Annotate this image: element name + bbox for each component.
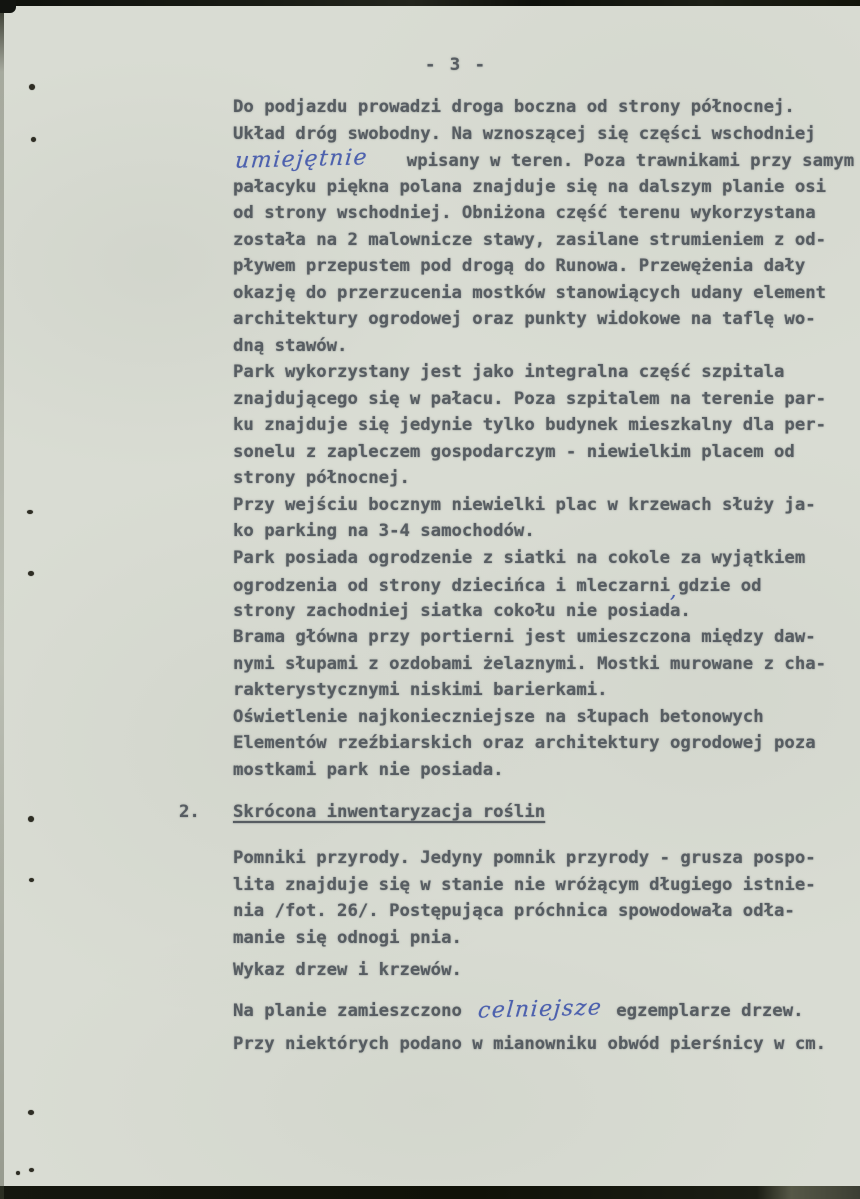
typed-text: Na planie zamieszczono [233,1001,462,1021]
scan-speck [28,1110,34,1115]
scan-edge-top [0,0,860,6]
text-line [233,492,854,519]
scan-speck [29,84,35,90]
typed-text: Przy niektórych podano w mianowniku obwód pierśnicy w cm. [233,1034,827,1054]
text-line [233,359,854,386]
typed-text: architektury ogrodowej oraz punkty widokowe na taflę wo- [233,309,816,329]
text-line [233,386,854,413]
text-line [233,730,854,757]
typed-text: ogrodzenia od strony dziecińca i mleczarni [233,576,670,596]
typed-text: Przy wejściu bocznym niewielki plac w krzewach służy ja- [233,494,816,515]
paragraph-tree-list-title [233,957,462,984]
text-line [233,147,854,174]
typed-text: nia /fot. 26/. Postępująca próchnica spowodowała odła- [233,901,795,921]
typed-text: Park wykorzystany jest jako integralna część szpitala [233,362,785,382]
text-line [233,333,854,360]
scan-speck [29,878,34,882]
section-heading: Skrócona inwentaryzacja roślin [233,802,546,822]
typed-text: znajdującego się w pałacu. Poza szpitalem na terenie par- [233,388,827,409]
scan-speck [27,510,33,514]
text-line [233,598,854,625]
text-line [233,624,854,651]
text-line [233,1027,826,1061]
typed-text: egzemplarze drzew. [616,1001,804,1021]
typed-text: mostkami park nie posiada. [233,759,504,780]
typed-text: gdzie od [678,576,762,596]
text-line [233,872,816,899]
typed-text: strony zachodniej siatka cokołu nie posiada. [233,600,691,621]
text-line [233,757,854,784]
scan-speck [29,1168,34,1172]
section-heading-row [0,802,860,829]
text-line [233,121,854,148]
text-line [233,925,816,952]
text-line [233,280,854,307]
typed-text: dną stawów. [233,335,348,356]
handwritten-annotation: celniejsze [476,995,604,1024]
text-line [233,306,854,333]
typed-text: manie się odnogi pnia. [233,927,462,948]
text-line [233,253,854,280]
text-line [233,200,854,227]
scan-speck [16,1171,20,1175]
text-line [233,545,854,572]
paragraph-park-description [233,94,854,783]
text-line [233,174,854,201]
typed-text: okazję do przerzucenia mostków stanowiących udany element [233,282,827,303]
typed-text: Brama główna przy portierni jest umieszczona między daw- [233,627,816,647]
typed-text: Wykaz drzew i krzewów. [233,960,462,980]
typed-text: Układ dróg swobodny. Na wznoszącej się części wschodniej [233,123,816,144]
text-line [233,704,854,731]
text-line [233,518,854,545]
scan-speck [28,571,34,576]
handwritten-comma-mark: , [669,578,677,602]
text-line [233,898,816,925]
text-line [233,845,816,872]
text-line [233,651,854,678]
typed-text: od strony wschodniej. Obniżona część terenu wykorzystana [233,203,816,223]
text-line [233,227,854,254]
text-line [233,94,854,121]
scan-speck [31,137,36,142]
typed-text: ko parking na 3-4 samochodów. [233,521,535,541]
text-line [233,571,854,602]
section-number: 2. [179,802,200,822]
page-number: - 3 - [424,55,488,75]
typed-text: ku znajduje się jedynie tylko budynek mieszkalny dla per- [233,415,827,435]
paragraph-plan-notes [233,993,826,1061]
typed-text: Oświetlenie najkonieczniejsze na słupach betonowych [233,706,764,727]
typed-text: wpisany w teren. Poza trawnikami przy samym [386,151,855,171]
typed-text: Pomniki przyrody. Jedyny pomnik przyrody - grusza pospo- [233,848,816,868]
typed-text: strony północnej. [233,468,410,488]
text-line [233,677,854,704]
typed-text: nymi słupami z ozdobami żelaznymi. Mostki murowane z cha- [233,653,827,674]
typed-text: została na 2 malownicze stawy, zasilane strumieniem z od- [233,229,827,250]
text-line [233,993,826,1027]
typed-text: Elementów rzeźbiarskich oraz architektury ogrodowej poza [233,733,816,753]
typed-text: Do podjazdu prowadzi droga boczna od strony północnej. [233,97,795,117]
typed-text: sonelu z zapleczem gospodarczym - niewielkim placem od [233,441,795,462]
typed-text: lita znajduje się w stanie nie wróżącym długiego istnie- [233,874,816,895]
text-line [233,412,854,439]
scan-corner-top-left [0,0,16,13]
typed-text: rakterystycznymi niskimi barierkami. [233,680,608,700]
scan-edge-bottom [0,1186,860,1199]
handwritten-annotation: umiejętnie [234,145,370,174]
typed-text: Park posiada ogrodzenie z siatki na cokole za wyjątkiem [233,547,806,568]
text-line [233,439,854,466]
typed-text: pałacyku piękna polana znajduje się na dalszym planie osi [233,176,827,197]
text-line [233,465,854,492]
text-line [233,957,462,984]
scan-edge-left [0,0,4,1199]
typed-text: pływem przepustem pod drogą do Runowa. Przewężenia dały [233,256,806,276]
paragraph-natural-monuments [233,845,816,951]
